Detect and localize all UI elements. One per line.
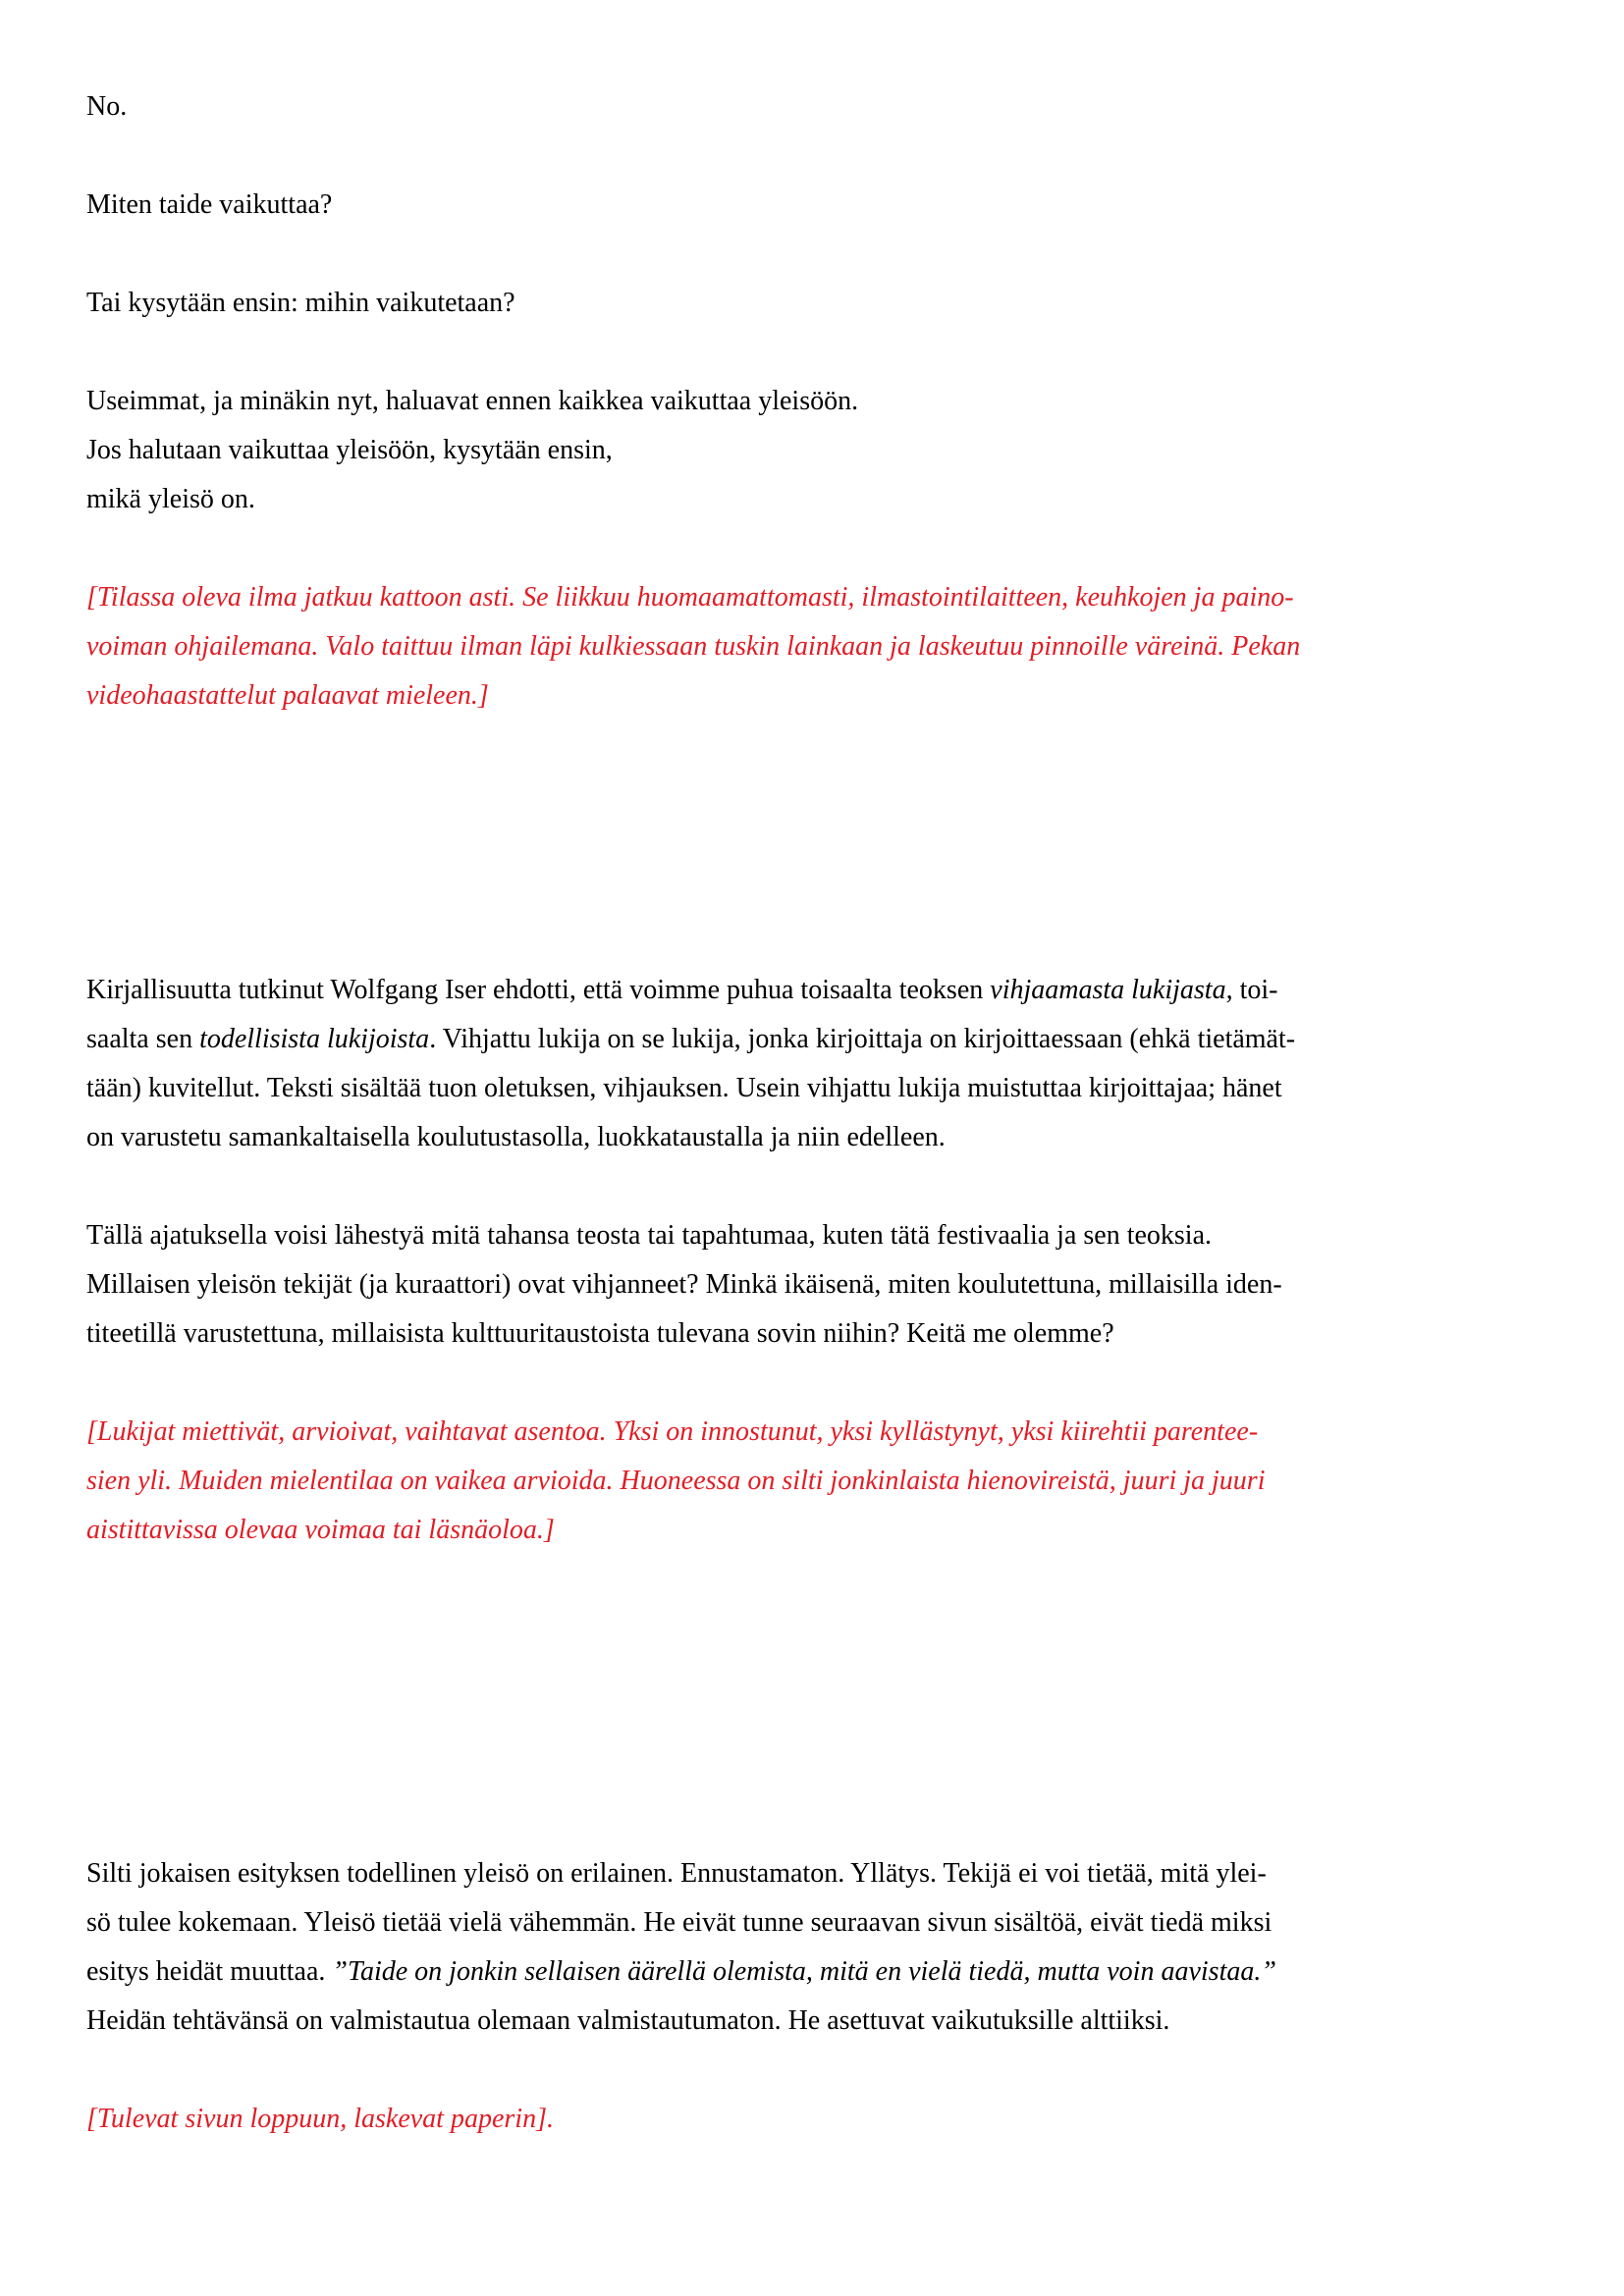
text-line: Jos halutaan vaikuttaa yleisöön, kysytään ensin, [86, 435, 613, 465]
text-line: [Lukijat miettivät, arvioivat, vaihtavat asentoa. Yksi on innostunut, yksi kyllästynyt, yksi kiirehtii parentee- [86, 1416, 1259, 1447]
text-line: Kirjallisuutta tutkinut Wolfgang Iser ehdotti, että voimme puhua toisaalta teoksen vihjaamasta lukijasta, toi- [86, 975, 1278, 1005]
text-line: No. [86, 91, 128, 122]
text-line: Silti jokaisen esityksen todellinen yleisö on erilainen. Ennustamaton. Yllätys. Tekijä ei voi tietää, mitä ylei- [86, 1858, 1267, 1889]
italic-text: vihjaamasta lukijasta, [990, 975, 1233, 1005]
text-line: Miten taide vaikuttaa? [86, 189, 333, 220]
text-line: voiman ohjailemana. Valo taittuu ilman läpi kulkiessaan tuskin lainkaan ja laskeutuu pinnoille väreinä. Pekan [86, 631, 1301, 662]
text-line: videohaastattelut palaavat mieleen.] [86, 680, 489, 711]
question-line [86, 181, 1536, 230]
text-line: on varustetu samankaltaisella koulutustasolla, luokkataustalla ja niin edelleen. [86, 1122, 946, 1152]
text-line: tään) kuvitellut. Teksti sisältää tuon oletuksen, vihjauksen. Usein vihjattu lukija muistuttaa kirjoittajaa; hänet [86, 1073, 1282, 1103]
text-line: sö tulee kokemaan. Yleisö tietää vielä vähemmän. He eivät tunne seuraavan sivun sisältöä, eivät tiedä miksi [86, 1907, 1272, 1938]
question-line [86, 279, 1536, 328]
text-line: mikä yleisö on. [86, 484, 255, 514]
text-line: [Tulevat sivun loppuun, laskevat paperin]. [86, 2104, 554, 2134]
text-line: [Tilassa oleva ilma jatkuu kattoon asti. Se liikkuu huomaamattomasti, ilmastointilaitteen, keuhkojen ja paino- [86, 582, 1294, 613]
document-body [86, 82, 1536, 2144]
text-line: Heidän tehtävänsä on valmistautua olemaan valmistautumaton. He asettuvat vaikutuksille alttiiksi. [86, 2005, 1170, 2036]
paragraph [86, 1849, 1536, 2046]
text-line: Millaisen yleisön tekijät (ja kuraattori) ovat vihjanneet? Minkä ikäisenä, miten koulutettuna, millaisilla iden- [86, 1269, 1282, 1300]
paragraph [86, 1211, 1536, 1359]
italic-text: ”Taide on jonkin sellaisen äärellä olemista, mitä en vielä tiedä, mutta voin aavistaa.” [332, 1956, 1276, 1987]
text-line: Useimmat, ja minäkin nyt, haluavat ennen kaikkea vaikuttaa yleisöön. [86, 386, 859, 416]
text-line: sien yli. Muiden mielentilaa on vaikea arvioida. Huoneessa on silti jonkinlaista hienovireistä, juuri ja juuri [86, 1466, 1266, 1496]
text-line: titeetillä varustettuna, millaisista kulttuuritaustoista tulevana sovin niihin? Keitä me olemme? [86, 1318, 1114, 1349]
stage-direction [86, 2095, 1536, 2144]
paragraph [86, 966, 1536, 1162]
text-line: esitys heidät muuttaa. ”Taide on jonkin sellaisen äärellä olemista, mitä en vielä tiedä, mutta voin aavistaa.” [86, 1956, 1276, 1987]
italic-text: todellisista lukijoista [199, 1024, 430, 1054]
stage-direction [86, 1408, 1536, 1555]
text-line: aistittavissa olevaa voimaa tai läsnäoloa.] [86, 1515, 555, 1545]
stage-direction [86, 573, 1536, 721]
reply-line [86, 82, 1536, 132]
text-line: Tai kysytään ensin: mihin vaikutetaan? [86, 288, 515, 318]
text-line: saalta sen todellisista lukijoista. Vihjattu lukija on se lukija, jonka kirjoittaja on kirjoittaessaan (ehkä tietämät- [86, 1024, 1296, 1054]
text-line: Tällä ajatuksella voisi lähestyä mitä tahansa teosta tai tapahtumaa, kuten tätä festivaalia ja sen teoksia. [86, 1220, 1213, 1251]
paragraph [86, 377, 1536, 524]
